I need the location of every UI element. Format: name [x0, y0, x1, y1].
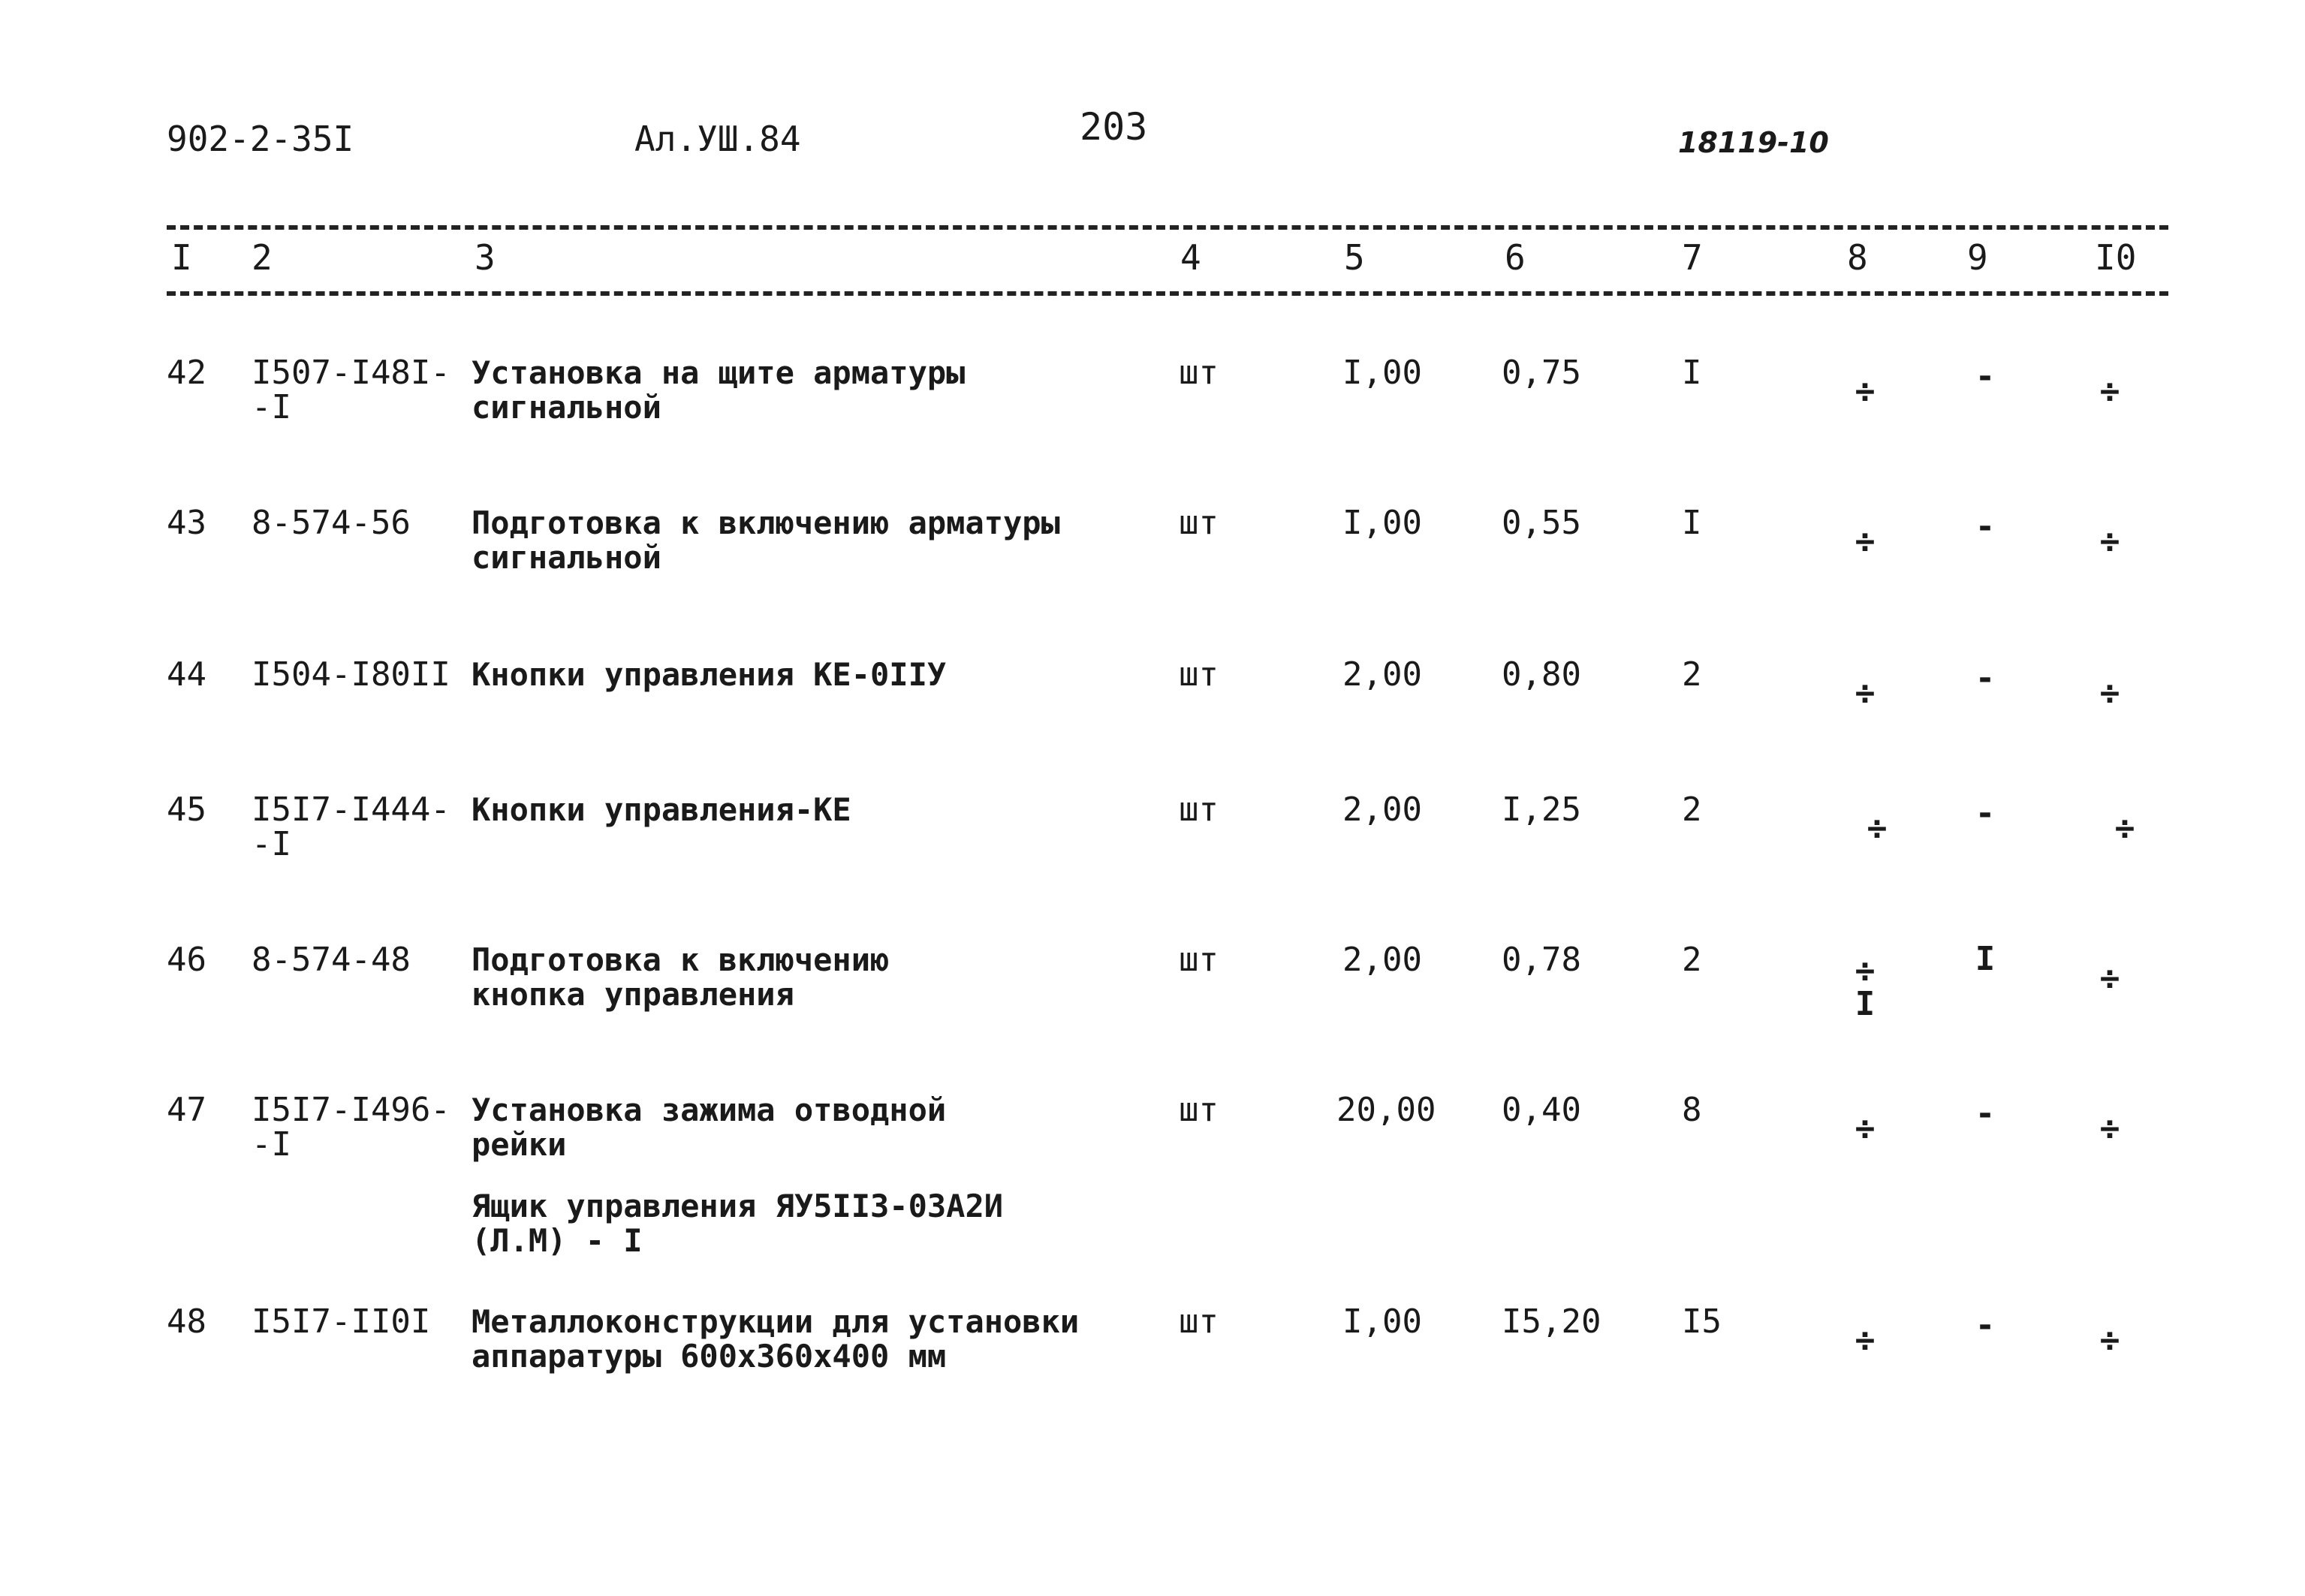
reference-number: 18119-10: [1678, 126, 1829, 159]
row-description: Установка зажима отводной рейки: [472, 1092, 947, 1163]
row-rate: I5,20: [1502, 1302, 1601, 1341]
header-rule-top: [167, 225, 2168, 230]
row-description: Установка на щите арматуры сигнальной: [472, 354, 966, 426]
row-col10: ÷: [2099, 372, 2120, 411]
col-header-7: 7: [1682, 237, 1703, 278]
row-description: Металлоконструкции для установки аппаратуры 600х360х400 мм: [472, 1303, 1080, 1375]
row-col8: ÷: [1855, 1110, 1876, 1148]
row-col10: ÷: [2114, 809, 2135, 848]
col-header-5: 5: [1344, 237, 1365, 278]
row-col9: -: [1975, 1095, 1996, 1133]
row-col8: ÷: [1855, 674, 1876, 712]
row-total: I5: [1682, 1302, 1722, 1341]
row-col9: -: [1975, 507, 1996, 546]
doc-code: 902-2-35I: [167, 119, 354, 159]
row-rate: 0,75: [1502, 354, 1581, 392]
row-code: 8-574-48: [252, 941, 411, 979]
row-col8: ÷ I: [1855, 952, 1876, 1023]
row-number: 44: [167, 655, 206, 694]
row-code: I5I7-I496- -I: [252, 1091, 450, 1164]
row-total: I: [1682, 504, 1702, 542]
row-col8: ÷: [1867, 809, 1888, 848]
row-quantity: 2,00: [1342, 790, 1422, 829]
row-rate: 0,80: [1502, 655, 1581, 694]
col-header-10: I0: [2095, 237, 2137, 278]
row-rate: I,25: [1502, 790, 1581, 829]
row-col8: ÷: [1855, 522, 1876, 561]
row-col9: I: [1975, 940, 1996, 978]
row-unit: шт: [1179, 1091, 1219, 1129]
row-description: Кнопки управления КЕ-0IIУ: [472, 656, 947, 693]
col-header-4: 4: [1180, 237, 1201, 278]
row-col10: ÷: [2099, 1321, 2120, 1360]
col-header-1: I: [171, 237, 192, 278]
row-number: 43: [167, 504, 206, 542]
row-total: 2: [1682, 941, 1702, 979]
row-col8: ÷: [1855, 372, 1876, 411]
row-quantity: I,00: [1342, 504, 1422, 542]
row-code: I504-I80II: [252, 655, 450, 694]
row-unit: шт: [1179, 354, 1219, 392]
row-col9: -: [1975, 794, 1996, 833]
row-quantity: 2,00: [1342, 941, 1422, 979]
row-col10: ÷: [2099, 1110, 2120, 1148]
row-total: 2: [1682, 655, 1702, 694]
row-col10: ÷: [2099, 522, 2120, 561]
row-unit: шт: [1179, 790, 1219, 829]
row-col10: ÷: [2099, 959, 2120, 998]
row-description: Кнопки управления-КЕ: [472, 791, 851, 828]
row-description: Ящик управления ЯУ5II3-03А2И (Л.М) - I: [472, 1188, 1004, 1259]
col-header-3: 3: [475, 237, 496, 278]
row-unit: шт: [1179, 655, 1219, 694]
row-quantity: 20,00: [1336, 1091, 1436, 1129]
row-unit: шт: [1179, 941, 1219, 979]
row-rate: 0,40: [1502, 1091, 1581, 1129]
row-number: 48: [167, 1302, 206, 1341]
row-code: 8-574-56: [252, 504, 411, 542]
header-rule-bottom: [167, 291, 2168, 296]
row-number: 45: [167, 790, 206, 829]
row-rate: 0,55: [1502, 504, 1581, 542]
row-code: I507-I48I- -I: [252, 354, 450, 426]
row-quantity: I,00: [1342, 1302, 1422, 1341]
row-total: 2: [1682, 790, 1702, 829]
row-unit: шт: [1179, 504, 1219, 542]
row-col10: ÷: [2099, 674, 2120, 712]
row-col9: -: [1975, 1306, 1996, 1345]
row-total: I: [1682, 354, 1702, 392]
row-code: I5I7-II0I: [252, 1302, 431, 1341]
row-code: I5I7-I444- -I: [252, 790, 450, 863]
row-total: 8: [1682, 1091, 1702, 1129]
row-description: Подготовка к включению кнопка управления: [472, 941, 890, 1013]
row-col9: -: [1975, 659, 1996, 697]
row-number: 42: [167, 354, 206, 392]
row-number: 46: [167, 941, 206, 979]
row-col9: -: [1975, 357, 1996, 396]
row-col8: ÷: [1855, 1321, 1876, 1360]
album-code: Ал.УШ.84: [634, 119, 801, 159]
col-header-6: 6: [1505, 237, 1526, 278]
row-number: 47: [167, 1091, 206, 1129]
col-header-9: 9: [1967, 237, 1988, 278]
row-quantity: I,00: [1342, 354, 1422, 392]
row-quantity: 2,00: [1342, 655, 1422, 694]
page-number: 203: [1080, 105, 1148, 149]
row-rate: 0,78: [1502, 941, 1581, 979]
row-unit: шт: [1179, 1302, 1219, 1341]
col-header-8: 8: [1847, 237, 1868, 278]
col-header-2: 2: [252, 237, 273, 278]
row-description: Подготовка к включению арматуры сигнальной: [472, 504, 1060, 576]
